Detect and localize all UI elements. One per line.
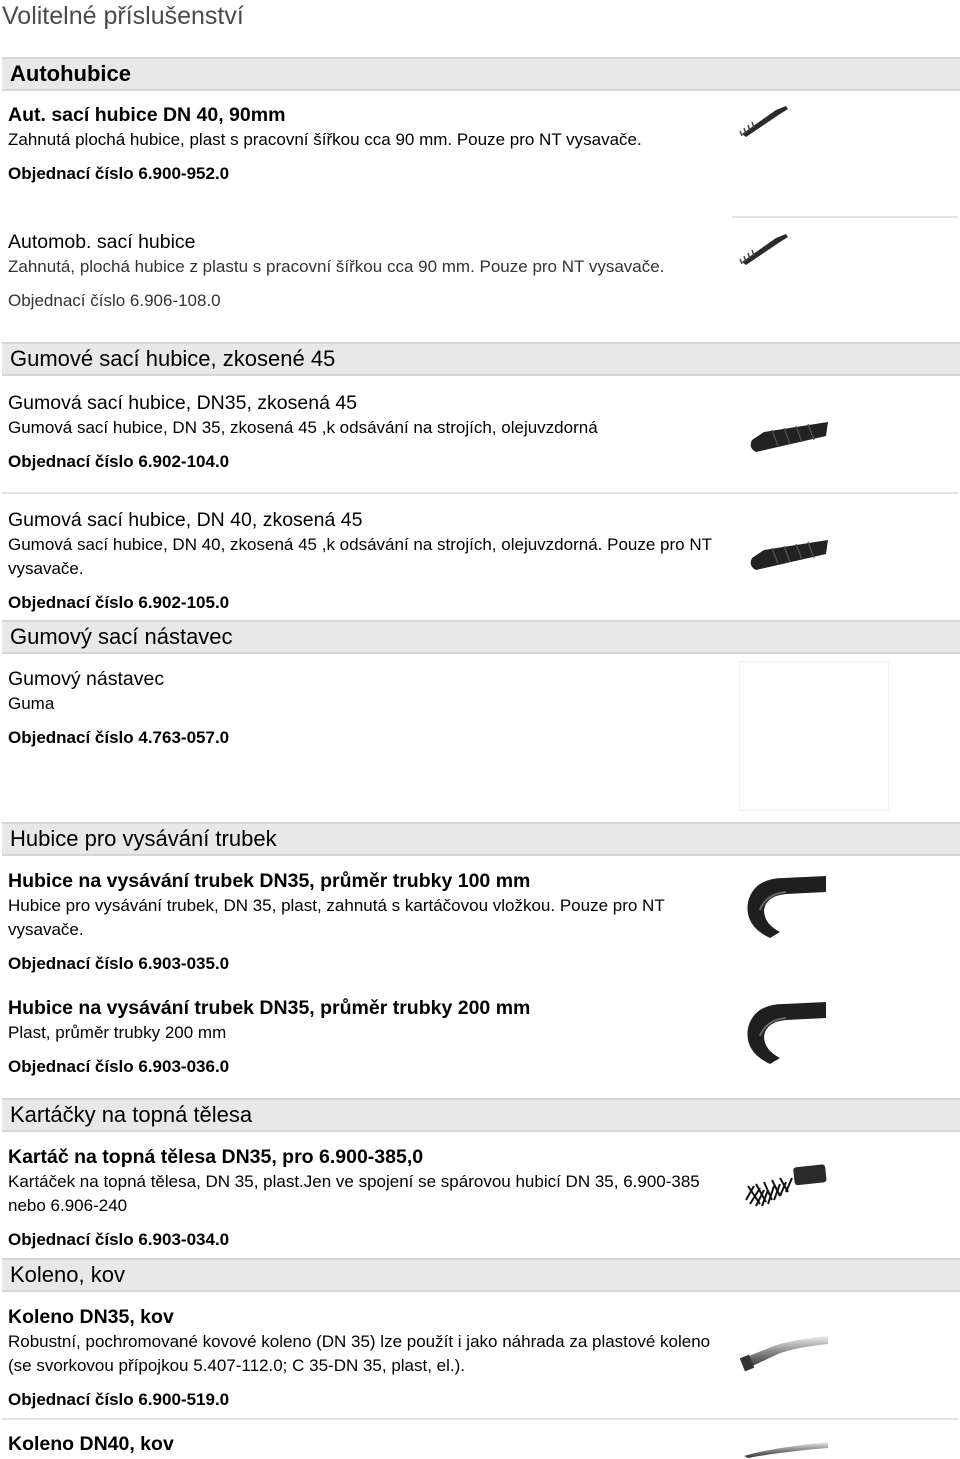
flat-nozzle-icon <box>736 100 792 140</box>
section-heading-kartacky: Kartáčky na topná tělesa <box>2 1098 960 1132</box>
metal-elbow-icon <box>740 1438 832 1458</box>
order-number: Objednací číslo 6.903-034.0 <box>8 1230 230 1249</box>
item-description: Plast, průměr trubky 200 mm <box>8 1023 227 1042</box>
list-item <box>8 1304 720 1412</box>
list-item <box>8 229 720 313</box>
order-number: Objednací číslo 6.903-036.0 <box>8 1057 230 1076</box>
pipe-nozzle-icon <box>740 870 830 946</box>
order-number: Objednací číslo 6.903-035.0 <box>8 954 230 973</box>
page-title: Volitelné příslušenství <box>2 2 244 30</box>
item-description: Hubice pro vysávání trubek, DN 35, plast, zahnutá s kartáčovou vložkou. Pouze pro NT vysavače. <box>8 896 665 939</box>
section-heading-koleno-kov: Koleno, kov <box>2 1258 960 1292</box>
list-item <box>8 995 720 1079</box>
list-item <box>8 1431 720 1457</box>
order-number: Objednací číslo 6.900-952.0 <box>8 164 230 183</box>
item-title: Koleno DN35, kov <box>8 1306 174 1328</box>
item-title: Kartáč na topná tělesa DN35, pro 6.900-385,0 <box>8 1146 424 1168</box>
list-item <box>8 666 720 750</box>
item-description: Kartáček na topná tělesa, DN 35, plast.Jen ve spojení se spárovou hubicí DN 35, 6.900-385 nebo 6.906-240 <box>8 1172 700 1215</box>
item-title: Hubice na vysávání trubek DN35, průměr trubky 200 mm <box>8 997 531 1019</box>
list-item <box>8 1144 720 1252</box>
order-number: Objednací číslo 6.906-108.0 <box>8 291 221 310</box>
blank-image <box>739 661 889 811</box>
item-description: Guma <box>8 694 55 713</box>
rubber-nozzle-icon <box>744 532 834 576</box>
item-title: Gumová sací hubice, DN35, zkosená 45 <box>8 392 358 414</box>
rubber-nozzle-icon <box>744 414 834 458</box>
item-description: Gumová sací hubice, DN 35, zkosená 45 ,k odsávání na strojích, olejuvzdorná <box>8 418 598 437</box>
item-description: Gumová sací hubice, DN 40, zkosená 45 ,k odsávání na strojích, olejuvzdorná. Pouze pro NT vysavače. <box>8 535 712 578</box>
item-description: Zahnutá plochá hubice, plast s pracovní šířkou cca 90 mm. Pouze pro NT vysavače. <box>8 130 642 149</box>
item-title: Aut. sací hubice DN 40, 90mm <box>8 104 286 126</box>
section-heading-gumovy-nastavec: Gumový sací nástavec <box>2 620 960 654</box>
order-number: Objednací číslo 6.900-519.0 <box>8 1390 230 1409</box>
section-heading-autohubice: Autohubice <box>2 57 960 91</box>
divider <box>2 1418 958 1420</box>
item-description: Robustní, pochromované kovové koleno (DN 35) lze použít i jako náhrada za plastové koleno (se svorkovou přípojkou 5.407-112.0; C 35-DN 35, plast, el.). <box>8 1332 711 1375</box>
item-description: Zahnutá, plochá hubice z plastu s pracovní šířkou cca 90 mm. Pouze pro NT vysavače. <box>8 257 665 276</box>
item-title: Koleno DN40, kov <box>8 1433 174 1455</box>
item-title: Automob. sací hubice <box>8 231 196 253</box>
order-number: Objednací číslo 6.902-104.0 <box>8 452 230 471</box>
divider <box>2 492 958 494</box>
item-title: Gumový nástavec <box>8 668 165 690</box>
item-title: Hubice na vysávání trubek DN35, průměr trubky 100 mm <box>8 870 531 892</box>
metal-elbow-icon <box>740 1330 832 1372</box>
list-item <box>8 507 720 615</box>
divider <box>732 216 958 218</box>
section-heading-hubice-pro-vysavani-trubek: Hubice pro vysávání trubek <box>2 822 960 856</box>
flat-nozzle-icon <box>736 228 792 268</box>
list-item <box>8 868 720 976</box>
list-item <box>8 102 720 186</box>
order-number: Objednací číslo 6.902-105.0 <box>8 593 230 612</box>
pipe-nozzle-icon <box>740 996 830 1072</box>
order-number: Objednací číslo 4.763-057.0 <box>8 728 230 747</box>
radiator-brush-icon <box>738 1156 832 1214</box>
list-item <box>8 390 720 474</box>
item-title: Gumová sací hubice, DN 40, zkosená 45 <box>8 509 363 531</box>
section-heading-gumove-sacI-hubice: Gumové sací hubice, zkosené 45 <box>2 342 960 376</box>
